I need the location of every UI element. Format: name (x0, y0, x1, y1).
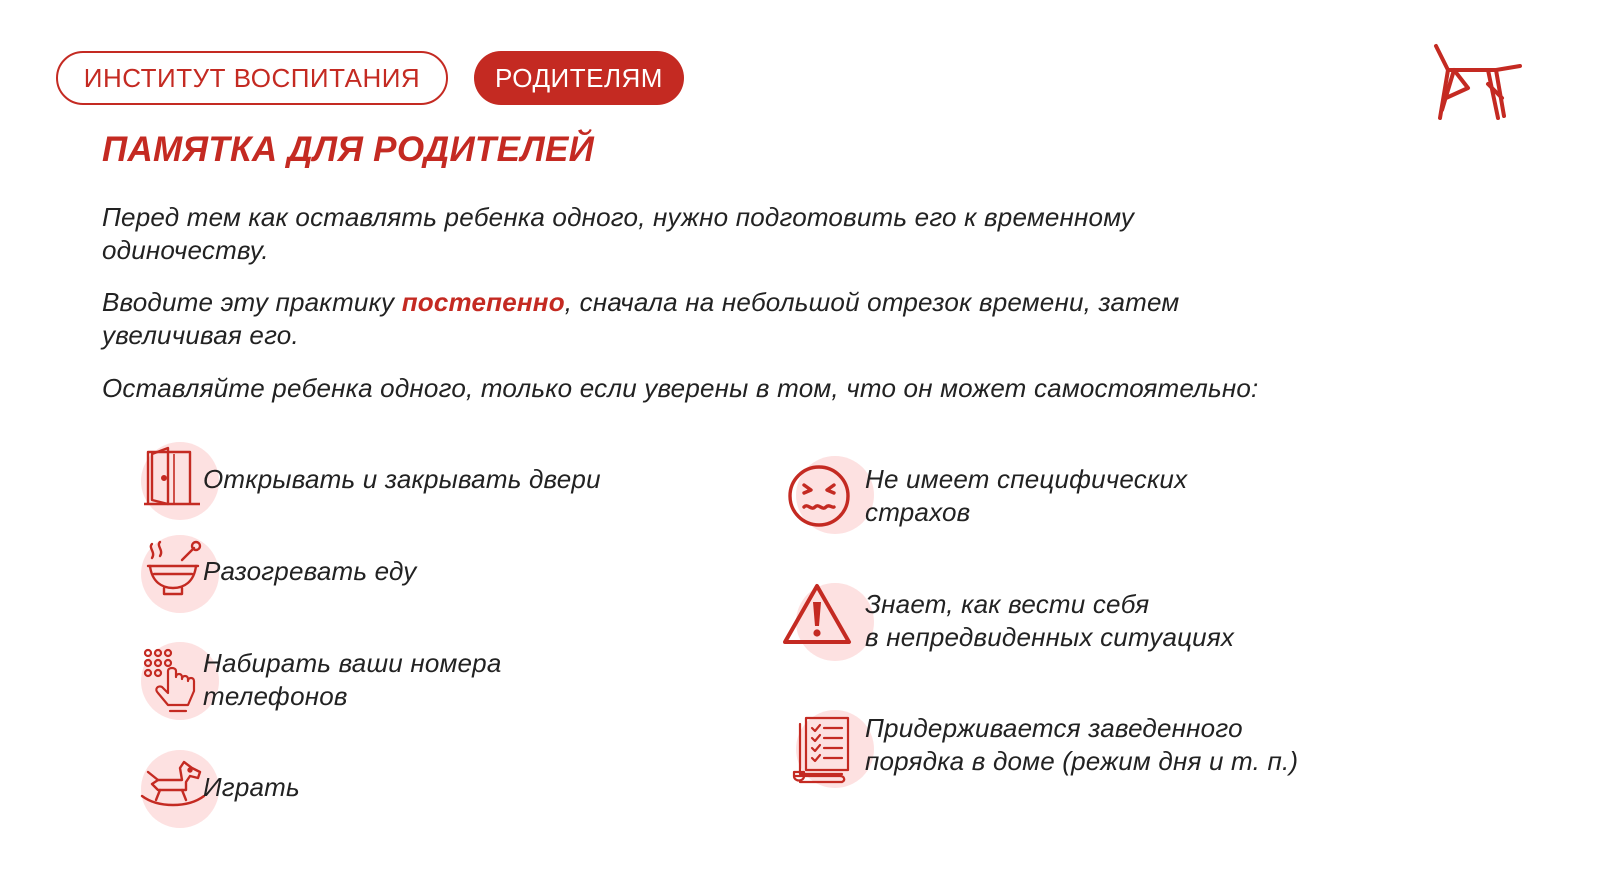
chair-horse-logo-icon (1428, 40, 1524, 124)
institute-tag[interactable] (56, 51, 448, 105)
trait-label-line2: в непредвиденных ситуациях (865, 622, 1235, 652)
warning-triangle-icon (781, 582, 853, 646)
page-title: ПАМЯТКА ДЛЯ РОДИТЕЛЕЙ (102, 130, 595, 169)
parents-tag-label: РОДИТЕЛЯМ (495, 62, 663, 93)
trait-label: Не имеет специфических (865, 464, 1188, 494)
trait-label: Придерживается заведенного (865, 713, 1243, 743)
trait-label: Знает, как вести себя (865, 589, 1150, 619)
phone-keypad-hand-icon (142, 647, 200, 715)
gradual-text-end: , сначала на небольшой отрезок времени, затем увеличивая его. (102, 287, 1180, 350)
worried-face-icon (786, 463, 852, 529)
checklist-document-icon (792, 714, 852, 784)
skill-label: Разогревать еду (203, 556, 417, 586)
gradual-text-start: Вводите эту практику (102, 287, 402, 317)
skill-label: Открывать и закрывать двери (203, 464, 601, 494)
hot-food-bowl-icon (142, 540, 204, 600)
skill-label-line2: телефонов (203, 681, 348, 711)
gradual-emphasis: постепенно (401, 287, 565, 317)
condition-paragraph: Оставляйте ребенка одного, только если уверены в том, что он может самостоятельно: (102, 373, 1259, 403)
skill-label: Набирать ваши номера (203, 648, 502, 678)
parents-tag[interactable] (474, 51, 684, 105)
trait-label-line2: порядка в доме (режим дня и т. п.) (865, 746, 1299, 776)
trait-label-line2: страхов (865, 497, 971, 527)
gradual-paragraph (102, 286, 1322, 352)
rocking-horse-icon (140, 758, 206, 810)
institute-tag-label: ИНСТИТУТ ВОСПИТАНИЯ (83, 62, 421, 93)
intro-paragraph: Перед тем как оставлять ребенка одного, нужно подготовить его к временному одиночеству. (102, 202, 1135, 265)
skill-label: Играть (203, 772, 300, 802)
door-icon (140, 444, 204, 508)
